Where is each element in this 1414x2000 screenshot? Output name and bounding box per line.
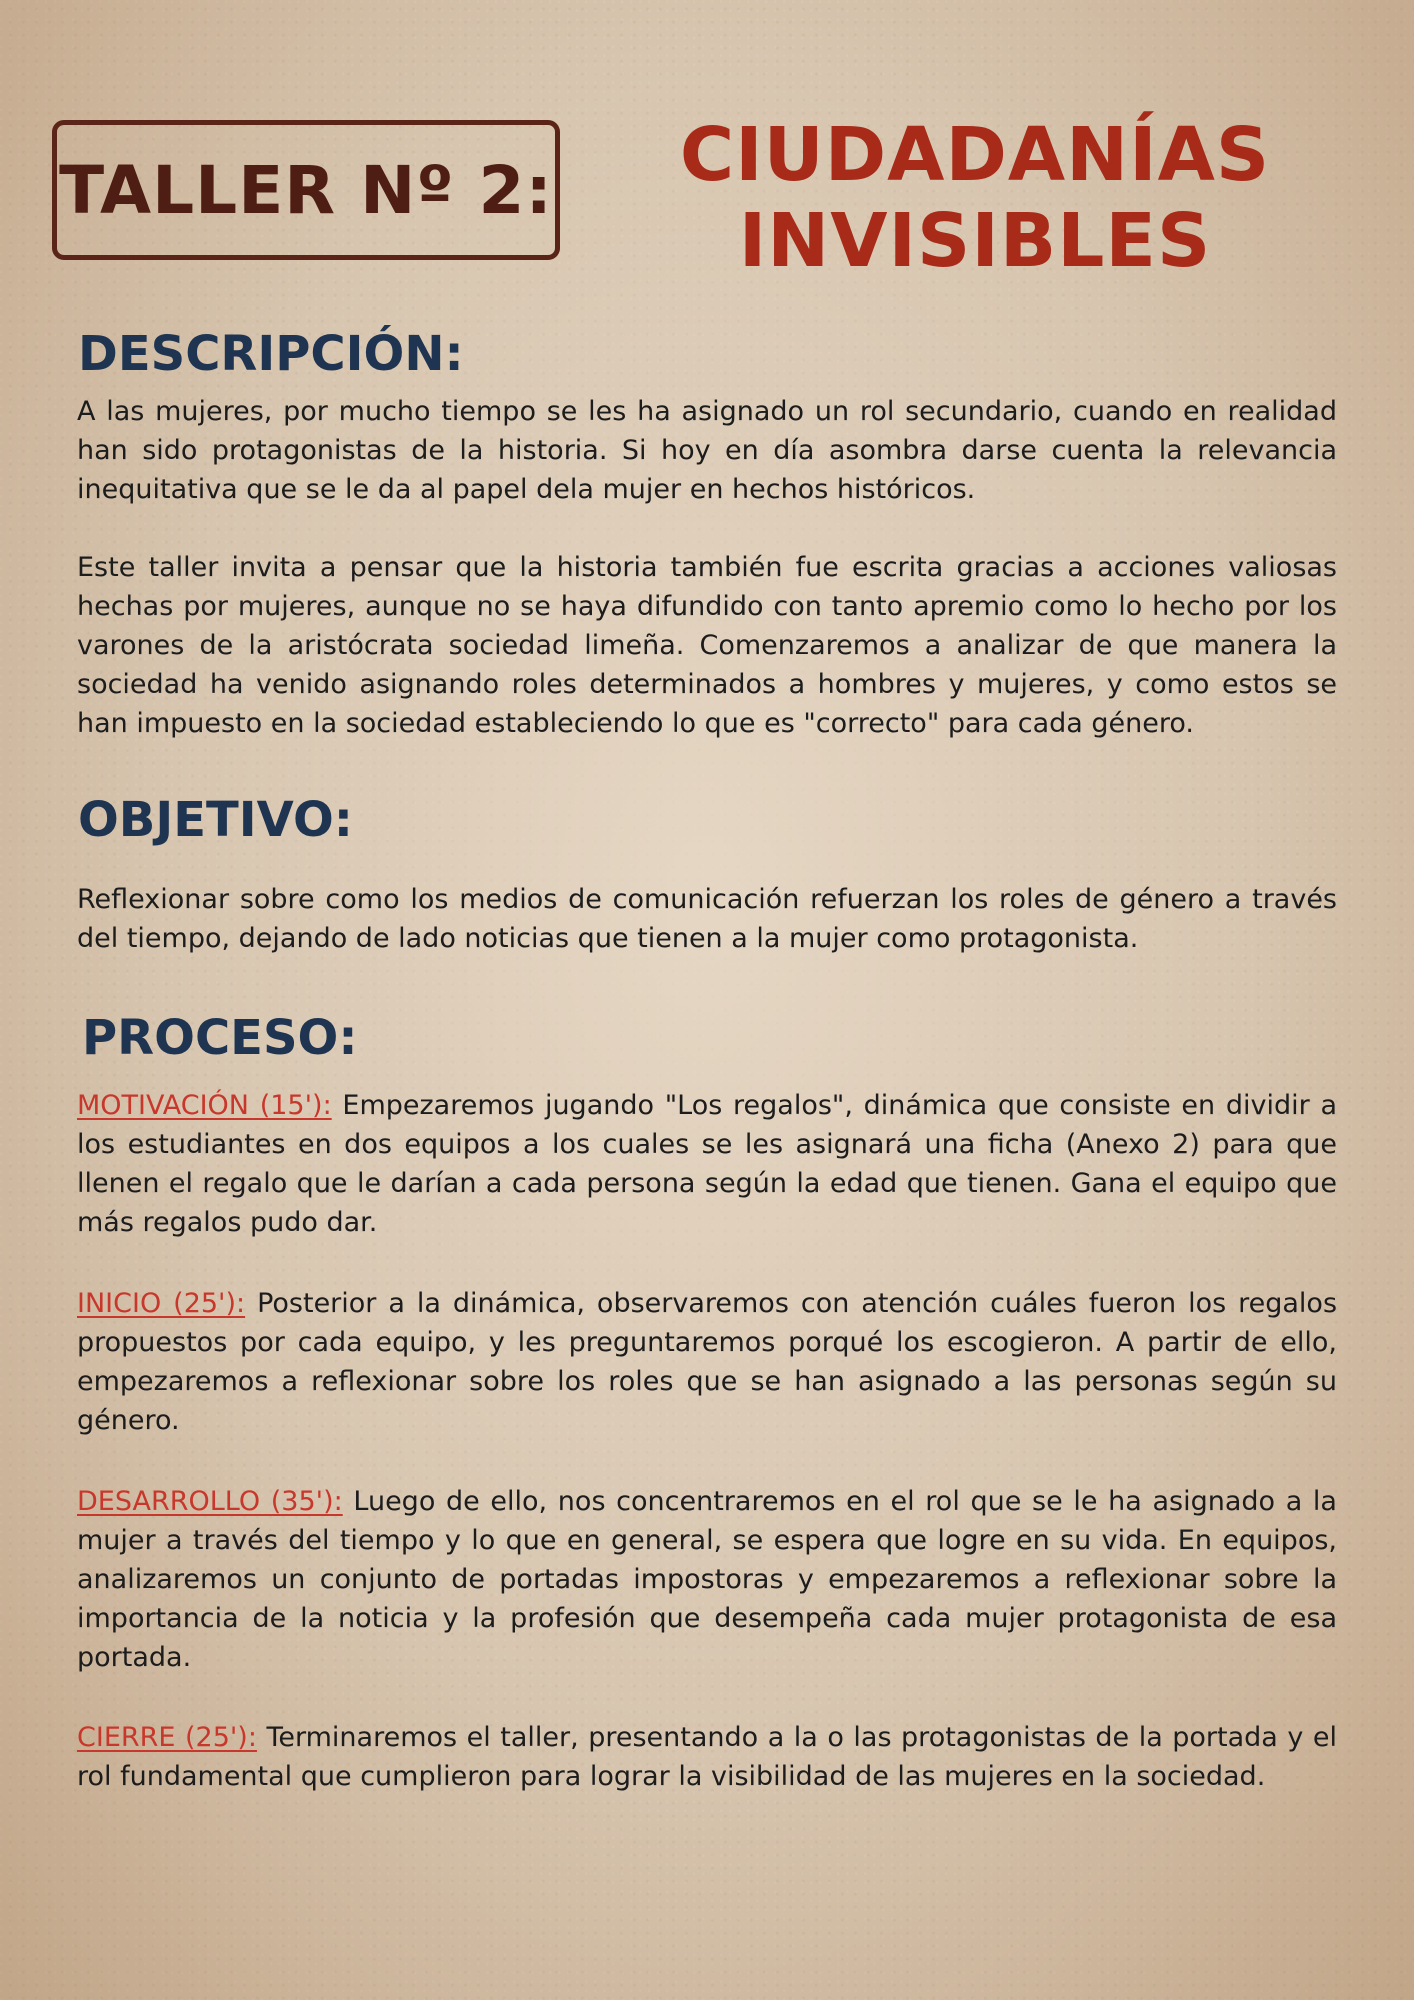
workshop-number-box (52, 120, 560, 260)
motivacion-text: Empezaremos jugando "Los regalos", dinámica que consiste en dividir a los estudiantes en dos equipos a los cuales se les asignará una ficha (Anexo 2) para que llenen el regalo que le darían a cada persona según la edad que tienen. Gana el equipo que más regalos pudo dar. (77, 1090, 1337, 1238)
desarrollo-label: DESARROLLO (35'): (77, 1486, 343, 1517)
descripcion-heading: DESCRIPCIÓN: (78, 326, 464, 382)
workshop-title-line-2: INVISIBLES (738, 198, 1212, 284)
proceso-step-inicio (77, 1284, 1337, 1440)
cierre-label: CIERRE (25'): (77, 1722, 257, 1753)
workshop-title-line-1: CIUDADANÍAS (679, 112, 1271, 198)
proceso-heading: PROCESO: (82, 1010, 358, 1066)
descripcion-paragraph-2: Este taller invita a pensar que la historia también fue escrita gracias a acciones valiosas hechas por mujeres, aunque no se haya difundido con tanto apremio como lo hecho por los varones de la aristócrata sociedad limeña. Comenzaremos a analizar de que manera la sociedad ha venido asignando roles determinados a hombres y mujeres, y como estos se han impuesto en la sociedad estableciendo lo que es "correcto" para cada género. (77, 552, 1337, 739)
desarrollo-text: Luego de ello, nos concentraremos en el rol que se le ha asignado a la mujer a través del tiempo y lo que en general, se espera que logre en su vida. En equipos, analizaremos un conjunto de portadas impostoras y empezaremos a reflexionar sobre la importancia de la noticia y la profesión que desempeña cada mujer protagonista de esa portada. (77, 1486, 1337, 1673)
proceso-step-motivacion (77, 1086, 1337, 1242)
descripcion-paragraph-1: A las mujeres, por mucho tiempo se les ha asignado un rol secundario, cuando en realidad han sido protagonistas de la historia. Si hoy en día asombra darse cuenta la relevancia inequitativa que se le da al papel dela mujer en hechos históricos. (77, 396, 1337, 505)
workshop-title (660, 112, 1290, 284)
motivacion-label: MOTIVACIÓN (15'): (77, 1090, 332, 1121)
inicio-label: INICIO (25'): (77, 1288, 246, 1319)
proceso-step-cierre (77, 1718, 1337, 1796)
proceso-step-desarrollo (77, 1482, 1337, 1677)
objetivo-paragraph: Reflexionar sobre como los medios de comunicación refuerzan los roles de género a través del tiempo, dejando de lado noticias que tienen a la mujer como protagonista. (77, 884, 1337, 954)
workshop-number: TALLER Nº 2: (59, 151, 553, 229)
inicio-text: Posterior a la dinámica, observaremos con atención cuáles fueron los regalos propuestos por cada equipo, y les preguntaremos porqué los escogieron. A partir de ello, empezaremos a reflexionar sobre los roles que se han asignado a las personas según su género. (77, 1288, 1338, 1436)
objetivo-heading: OBJETIVO: (78, 792, 353, 848)
cierre-text: Terminaremos el taller, presentando a la o las protagonistas de la portada y el rol fundamental que cumplieron para lograr la visibilidad de las mujeres en la sociedad. (77, 1722, 1337, 1792)
